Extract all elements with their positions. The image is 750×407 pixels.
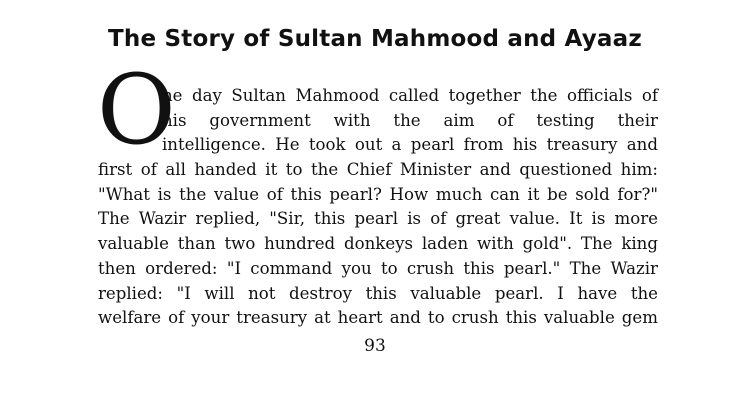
body-line-9: replied: "I will not destroy this valuable pearl. I have the	[98, 283, 658, 303]
story-title: The Story of Sultan Mahmood and Ayaaz	[108, 26, 642, 52]
body-line-1: ne day Sultan Mahmood called together the officials of	[162, 86, 658, 105]
body-line-5: "What is the value of this pearl? How much can it be sold for?"	[98, 184, 658, 204]
body-line-10: welfare of your treasury at heart and to crush this valuable gem	[98, 308, 658, 328]
body-line-6: The Wazir replied, "Sir, this pearl is of great value. It is more	[98, 209, 658, 229]
body-line-8: then ordered: "I command you to crush this pearl." The Wazir	[98, 258, 658, 278]
body-line-2: his government with the aim of testing their	[162, 110, 658, 130]
body-line-7: valuable than two hundred donkeys laden with gold". The king	[98, 234, 658, 254]
story-body	[98, 84, 658, 331]
drop-cap-letter: O	[97, 54, 176, 166]
page-number: 93	[364, 336, 386, 356]
body-line-4: first of all handed it to the Chief Minister and questioned him:	[98, 160, 658, 180]
body-line-3: intelligence. He took out a pearl from his treasury and	[162, 135, 658, 155]
